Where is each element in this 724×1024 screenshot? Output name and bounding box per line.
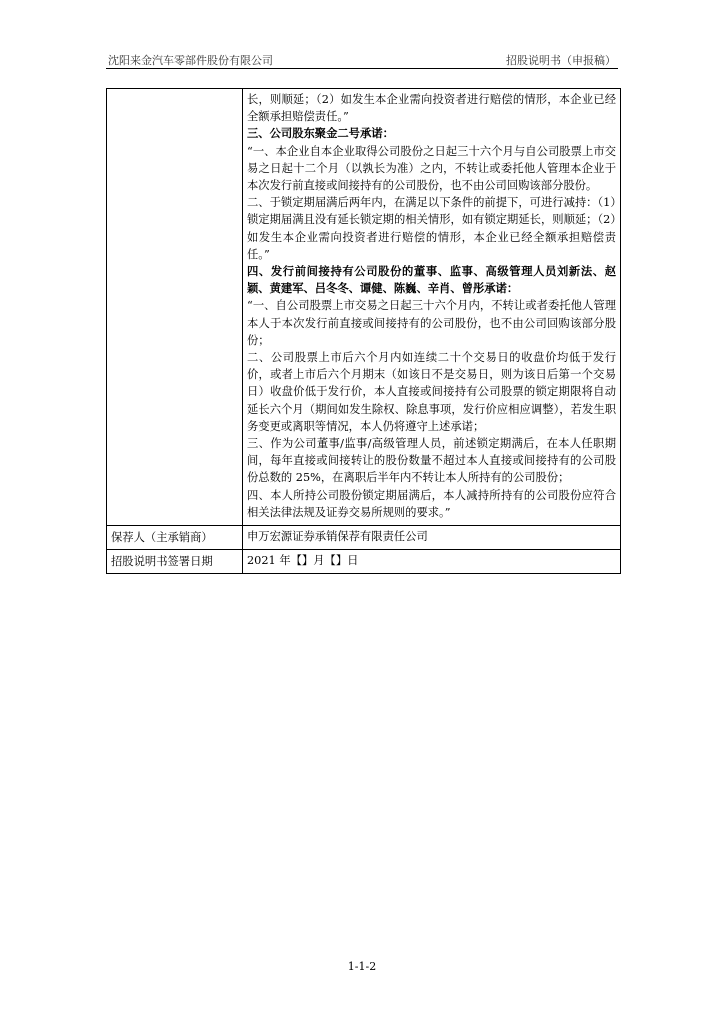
lockup-commitments-cell (243, 89, 621, 526)
prospectus-summary-table (106, 88, 621, 574)
sponsor-label: 保荐人（主承销商） (107, 526, 243, 550)
sign-date-label: 招股说明书签署日期 (107, 550, 243, 574)
commitment-heading: 三、公司股东聚金二号承诺： (247, 126, 394, 141)
commitment-paragraph: “一、自公司股票上市交易之日起三十六个月内，不转让或者委托他人管理本人于本次发行前直接或间接持有的公司股份，也不由公司回购该部分股份； (247, 299, 616, 347)
commitment-heading: 四、发行前间接持有公司股份的董事、监事、高级管理人员刘新法、赵颖、黄建军、吕冬冬、谭健、陈巍、辛肖、曾彤承诺： (247, 264, 616, 296)
commitment-paragraph: 二、于锁定期届满后两年内，在满足以下条件的前提下，可进行减持：（1）锁定期届满且没有延长锁定期的相关情形，如有锁定期延长，则顺延；（2）如发生本企业需向投资者进行赔偿的情形，本企业已经全额承担赔偿责任。” (247, 196, 616, 261)
sponsor-value: 申万宏源证券承销保荐有限责任公司 (243, 526, 621, 550)
commitment-paragraph: 三、作为公司董事/监事/高级管理人员，前述锁定期满后，在本人任职期间，每年直接或间接转让的股份数量不超过本人直接或间接持有的公司股份总数的 25%，在离职后半年内不转让本人所持有的公司股份； (247, 437, 616, 485)
header-rule (106, 68, 618, 69)
commitment-paragraph: “一、本企业自本企业取得公司股份之日起三十六个月与自公司股票上市交易之日起十二个月（以孰长为准）之内，不转让或委托他人管理本企业于本次发行前直接或间接持有的公司股份，也不由公司回购该部分股份。 (247, 144, 616, 193)
page-number: 1-1-2 (347, 960, 377, 973)
commitment-paragraph: 四、本人所持公司股份锁定期届满后，本人减持所持有的公司股份应符合相关法律法规及证券交易所规则的要求。” (247, 488, 616, 519)
commitment-paragraph: 长，则顺延；（2）如发生本企业需向投资者进行赔偿的情形，本企业已经全额承担赔偿责任。” (247, 93, 616, 124)
header-document-type: 招股说明书（申报稿） (506, 54, 616, 67)
table-row (107, 550, 621, 574)
header-company-name: 沈阳来金汽车零部件股份有限公司 (108, 54, 273, 67)
lockup-label-cell (107, 89, 243, 526)
table-row (107, 526, 621, 550)
table-row (107, 89, 621, 526)
commitment-paragraph: 二、公司股票上市后六个月内如连续二十个交易日的收盘价均低于发行价，或者上市后六个月期末（如该日不是交易日，则为该日后第一个交易日）收盘价低于发行价，本人直接或间接持有公司股票的锁定期限将自动延长六个月（期间如发生除权、除息事项，发行价应相应调整），若发生职务变更或离职等情况，本人仍将遵守上述承诺； (247, 351, 616, 433)
sign-date-value: 2021 年【】月【】日 (243, 550, 621, 574)
